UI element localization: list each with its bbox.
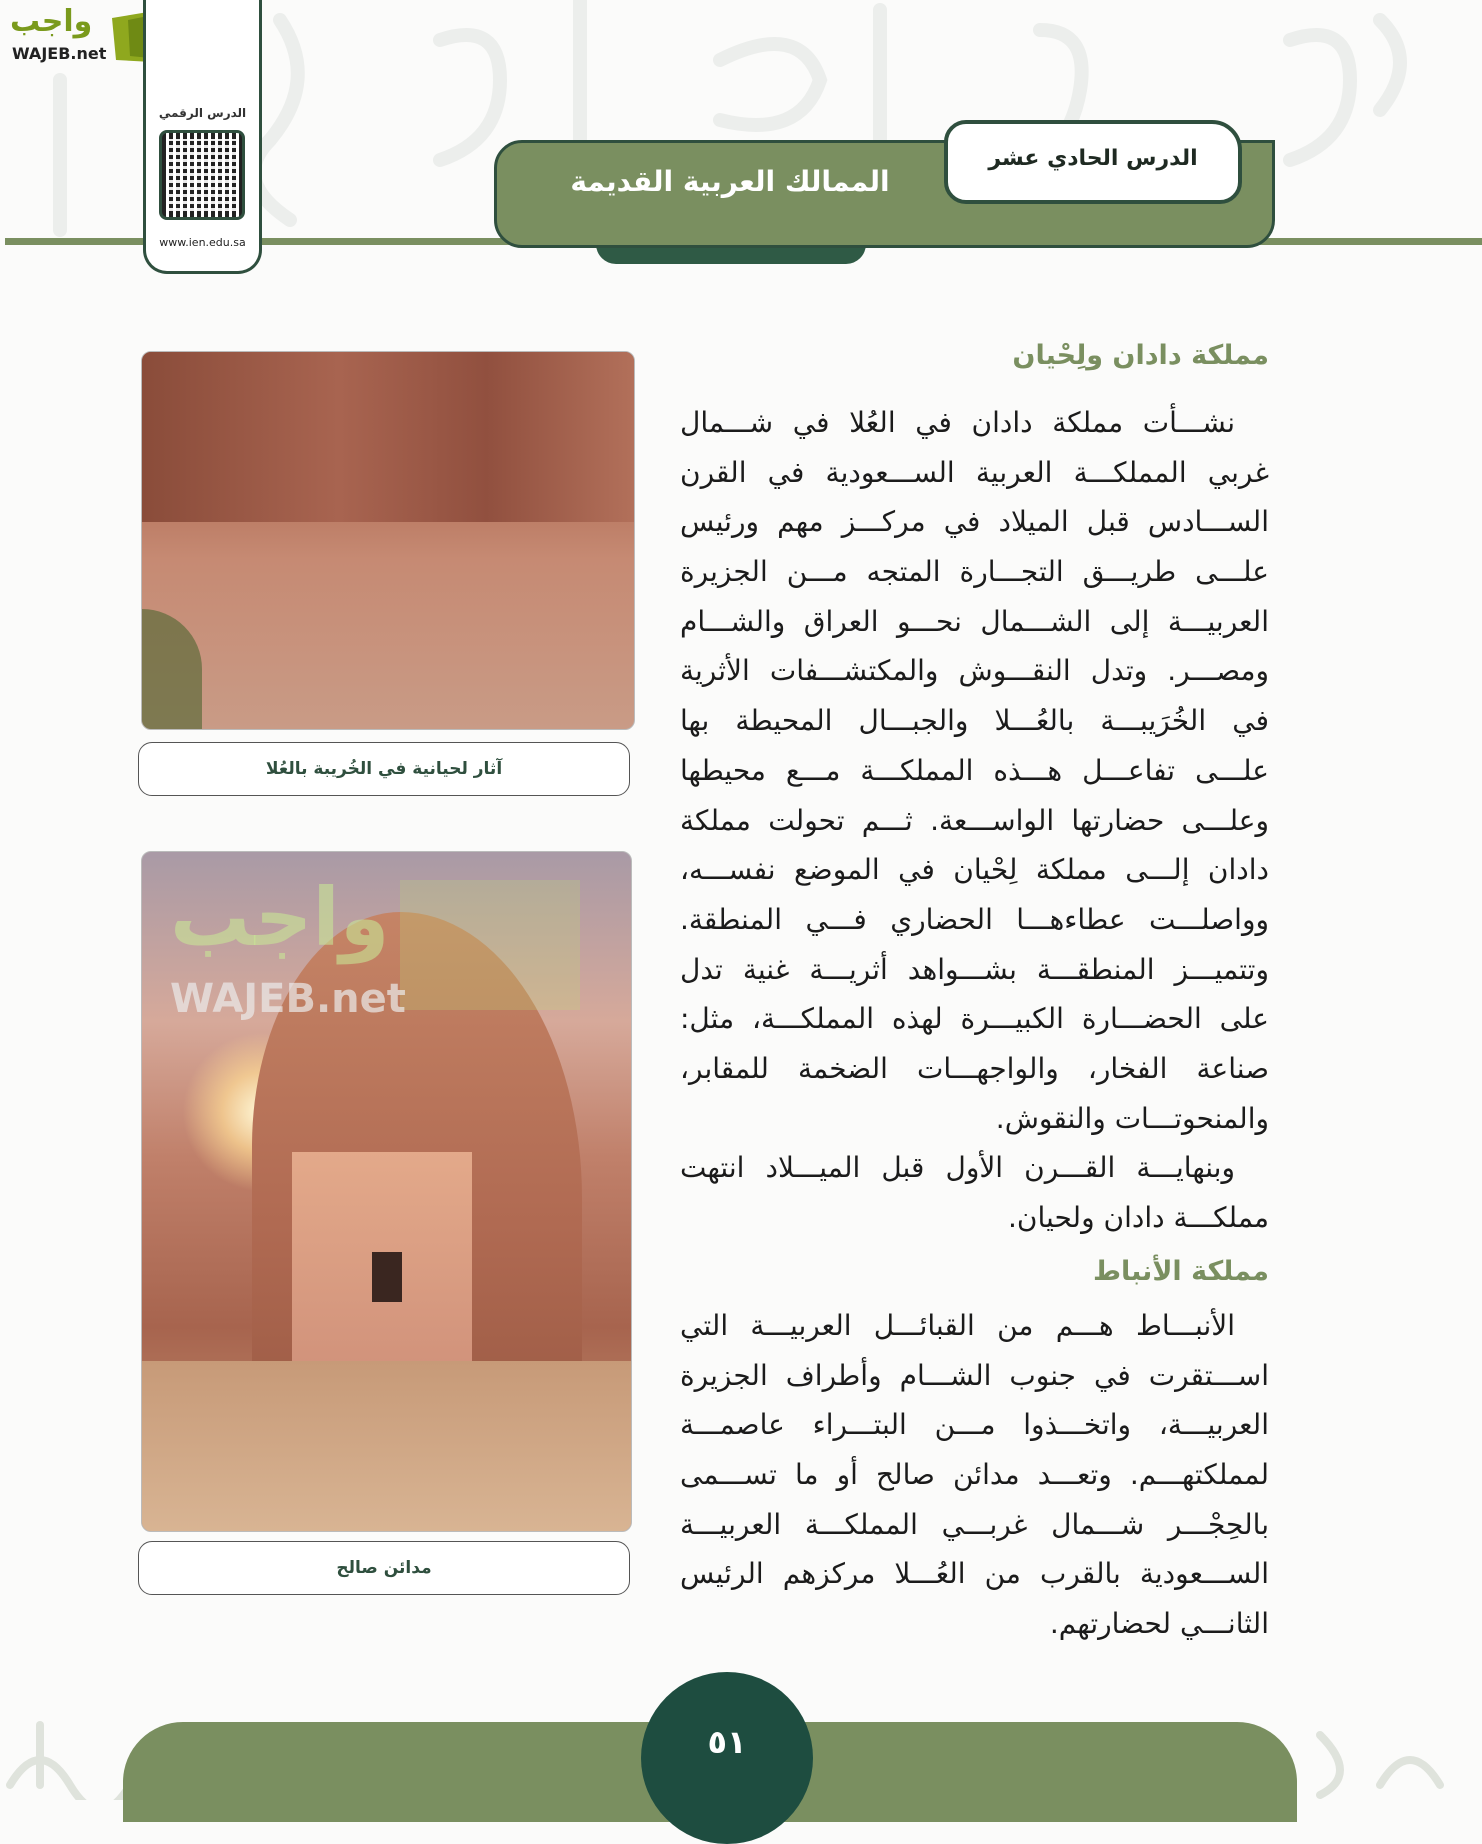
logo-latin: WAJEB.net bbox=[12, 44, 107, 63]
text-line: نشـــأت مملكة دادان في العُلا في شـــمال bbox=[680, 406, 1235, 439]
photo-khuraybah-ruins bbox=[141, 351, 635, 730]
text-line: العربيـــة، واتخـــذوا مـــن البتـــراء عاصمـــة bbox=[680, 1408, 1269, 1442]
watermark-book bbox=[400, 880, 580, 1010]
text-line: وتتميـــز المنطقـــة بشـــواهد أثريـــة غنية تدل bbox=[680, 952, 1269, 986]
text-line: دادان إلـــى مملكة لِحْيان في الموضع نفســـه، bbox=[680, 853, 1269, 887]
text-line: والمنحوتـــات والنقوش. bbox=[995, 1101, 1269, 1135]
text-line: علـــى طريـــق التجـــارة المتجه مـــن الجزيرة bbox=[680, 555, 1269, 589]
logo-arabic: واجب bbox=[10, 4, 93, 39]
text-line: علـــى تفاعـــل هـــذه المملكـــة مـــع محيطها bbox=[680, 753, 1269, 787]
text-line: ومصـــر. وتدل النقـــوش والمكتشـــفات الأثرية bbox=[680, 654, 1269, 688]
text-line: على الحضـــارة الكبيـــرة لهذه المملكـــة، مثل: bbox=[680, 1002, 1269, 1036]
text-line: في الخُرَيبـــة بالعُـــلا والجبـــال المحيطة بها bbox=[680, 704, 1269, 738]
section-heading-nabataeans: مملكة الأنباط bbox=[1092, 1256, 1269, 1287]
text-line: وعلـــى حضارتها الواســـعة. ثـــم تحولت مملكة bbox=[680, 803, 1269, 837]
text-line: غربي المملكـــة العربية الســـعودية في القرن bbox=[680, 455, 1269, 489]
text-line: الســـادس قبل الميلاد في مركـــز مهم ورئيس bbox=[680, 505, 1269, 539]
paragraph-nabataeans bbox=[680, 1301, 1269, 1649]
watermark bbox=[170, 870, 406, 1030]
text-line: الســـعودية بالقرب من العُـــلا مركزهم الرئيس bbox=[680, 1557, 1269, 1591]
section-heading-dadan: مملكة دادان ولِحْيان bbox=[1012, 340, 1269, 371]
text-line: مملكـــة دادان ولحيان. bbox=[1008, 1201, 1269, 1234]
text-line: بالحِجْـــر شـــمال غربـــي المملكـــة العربيـــة bbox=[680, 1507, 1269, 1541]
caption-khuraybah: آثار لحيانية في الخُريبة بالعُلا bbox=[138, 742, 630, 796]
lesson-number: الدرس الحادي عشر bbox=[988, 146, 1198, 171]
text-line: اســـتقرت في جنوب الشـــام وأطراف الجزيرة bbox=[680, 1358, 1269, 1392]
digital-lesson-panel[interactable] bbox=[143, 0, 262, 274]
text-line: العربيـــة إلى الشـــمال نحـــو العراق والشـــام bbox=[680, 604, 1269, 638]
digital-lesson-url[interactable]: www.ien.edu.sa bbox=[159, 236, 246, 249]
qr-code[interactable] bbox=[159, 130, 245, 220]
paragraph-dadan bbox=[680, 398, 1269, 1243]
text-line: الأنبـــاط هـــم من القبائـــل العربيـــة التي bbox=[680, 1309, 1235, 1342]
watermark-arabic: واجب bbox=[170, 871, 390, 964]
page-number: ٥١ bbox=[641, 1672, 813, 1844]
text-line: وواصلـــت عطاءهـــا الحضاري فـــي المنطقة. bbox=[680, 902, 1269, 936]
text-line: الثانـــي لحضارتهم. bbox=[1049, 1607, 1269, 1641]
text-line: لمملكتهـــم. وتعـــد مدائن صالح أو ما تســـمى bbox=[680, 1458, 1269, 1492]
text-line: صناعة الفخار، والواجهـــات الضخمة للمقابر، bbox=[680, 1051, 1269, 1085]
lesson-number-box bbox=[944, 120, 1242, 204]
digital-lesson-label: الدرس الرقمي bbox=[158, 106, 247, 120]
caption-madain-saleh: مدائن صالح bbox=[138, 1541, 630, 1595]
text-line: وبنهايـــة القـــرن الأول قبل الميـــلاد انتهت bbox=[680, 1151, 1235, 1185]
watermark-latin: WAJEB.net bbox=[170, 976, 406, 1022]
lesson-title: الممالك العربية القديمة bbox=[570, 165, 890, 198]
